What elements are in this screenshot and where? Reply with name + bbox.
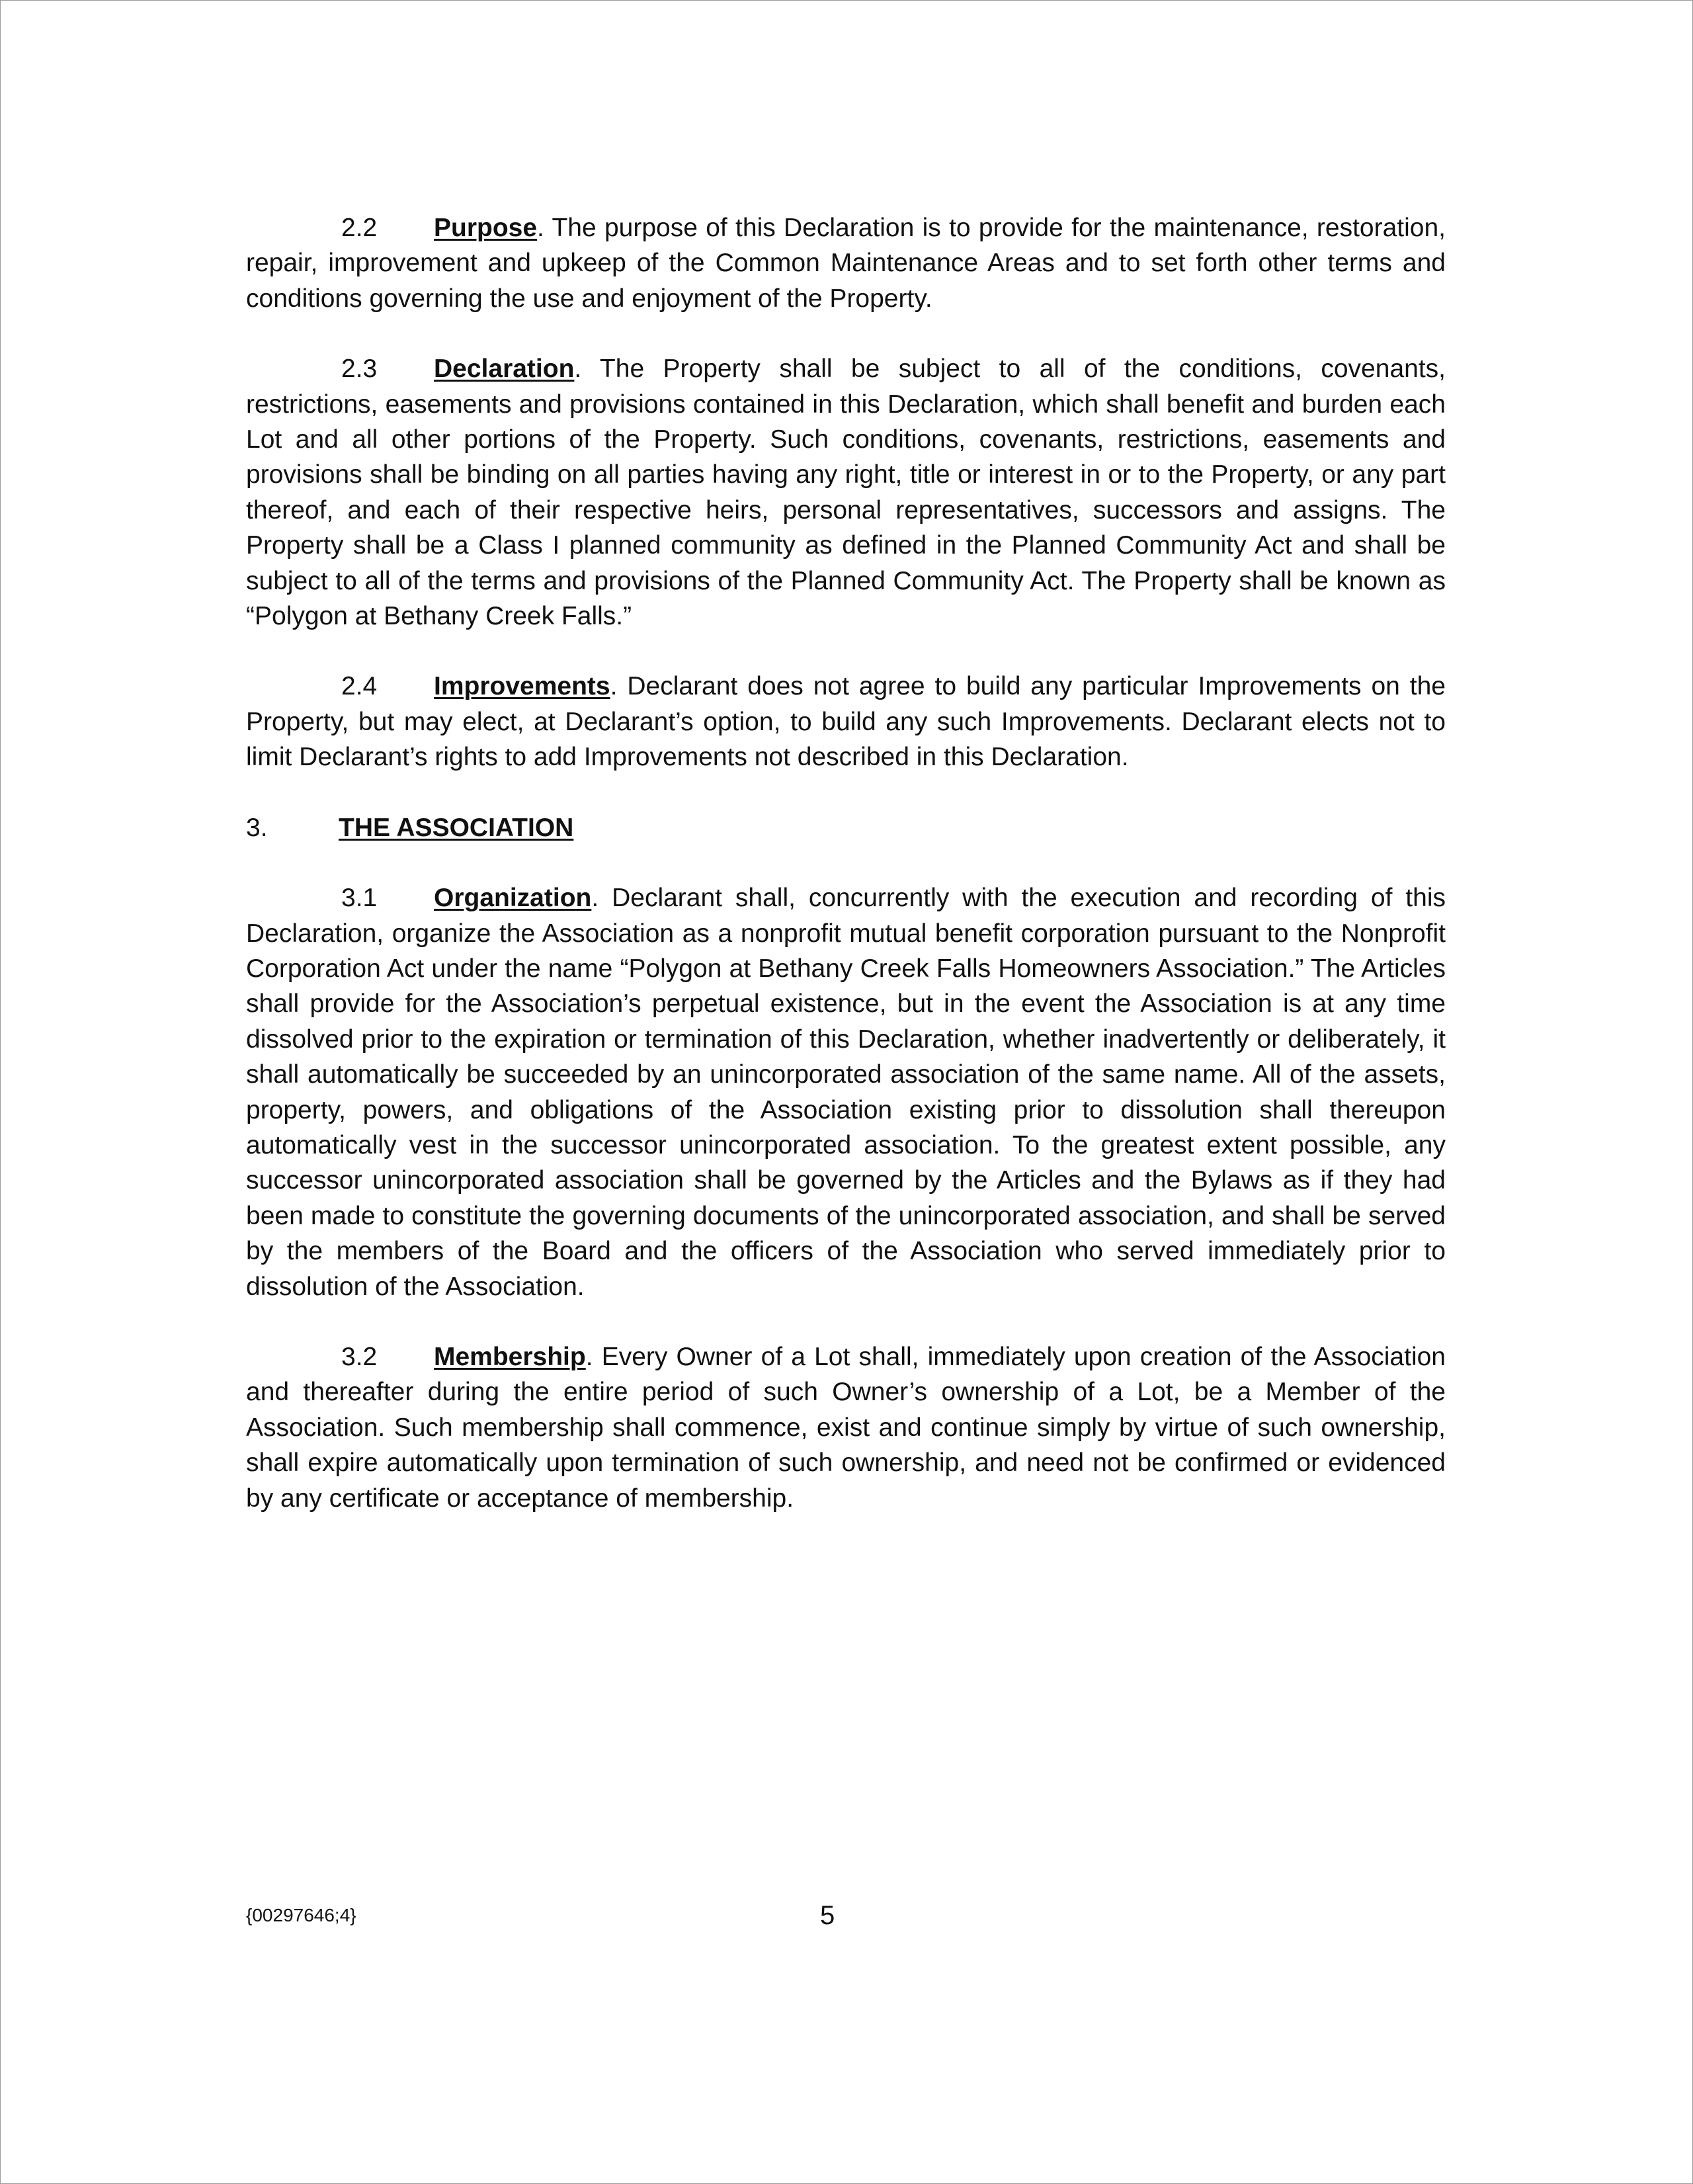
section-text: . The Property shall be subject to all of the conditions, covenants, restrictions, easements and provisions contained in this Declaration, which shall benefit and burden each Lot and all other portions of the Property. Such conditions, covenants, restrictions, easements and provisions shall be binding on all parties having any right, title or interest in or to the Property, or any part thereof, and each of their respective heirs, personal representatives, successors and assigns. The Property shall be a Class I planned community as defined in the Planned Community Act and shall be subject to all of the terms and provisions of the Planned Community Act. The Property shall be known as “Polygon at Bethany Creek Falls.” [246, 355, 1446, 631]
section-title: Organization [434, 884, 592, 913]
section-number: 2.2 [341, 214, 378, 242]
section-2-3 [246, 351, 1446, 634]
section-3-1 [246, 880, 1446, 1304]
section-number: 2.3 [341, 355, 378, 384]
section-title: Purpose [434, 214, 538, 242]
section-text: . Declarant does not agree to build any particular Improvements on the Property, but may elect, at Declarant’s option, to build any such Improvements. Declarant elects not to limit Declarant’s rights to add Improvements not described in this Declaration. [246, 672, 1446, 772]
document-id: {00297646;4} [246, 1905, 356, 1925]
section-number: 3.2 [341, 1342, 378, 1371]
page-number: 5 [820, 1901, 835, 1930]
section-2-2 [246, 210, 1446, 316]
section-number: 2.4 [341, 672, 378, 701]
section-number: 3.1 [341, 884, 378, 913]
section-text: . The purpose of this Declaration is to provide for the maintenance, restoration, repair, improvement and upkeep of the Common Maintenance Areas and to set forth other terms and conditions governing the use and enjoyment of the Property. [246, 214, 1446, 313]
document-body [246, 210, 1446, 1551]
section-3-heading [246, 810, 1446, 845]
section-title: Improvements [434, 672, 610, 701]
section-text: . Declarant shall, concurrently with the execution and recording of this Declaration, organize the Association as a nonprofit mutual benefit corporation pursuant to the Nonprofit Corporation Act under the name “Polygon at Bethany Creek Falls Homeowners Association.” The Articles shall provide for the Association’s perpetual existence, but in the event the Association is at any time dissolved prior to the expiration or termination of this Declaration, whether inadvertently or deliberately, it shall automatically be succeeded by an unincorporated association of the same name. All of the assets, property, powers, and obligations of the Association existing prior to dissolution shall thereupon automatically vest in the successor unincorporated association. To the greatest extent possible, any successor unincorporated association shall be governed by the Articles and the Bylaws as if they had been made to constitute the governing documents of the unincorporated association, and shall be served by the members of the Board and the officers of the Association who served immediately prior to dissolution of the Association. [246, 884, 1446, 1301]
section-title: Membership [434, 1342, 586, 1371]
section-title: THE ASSOCIATION [339, 813, 574, 842]
section-text: . Every Owner of a Lot shall, immediately upon creation of the Association and thereafter during the entire period of such Owner’s ownership of a Lot, be a Member of the Association. Such membership shall commence, exist and continue simply by virtue of such ownership, shall expire automatically upon termination of such ownership, and need not be confirmed or evidenced by any certificate or acceptance of membership. [246, 1342, 1446, 1513]
section-3-2 [246, 1339, 1446, 1516]
section-number: 3. [246, 813, 268, 842]
section-2-4 [246, 669, 1446, 775]
section-title: Declaration [434, 355, 575, 384]
